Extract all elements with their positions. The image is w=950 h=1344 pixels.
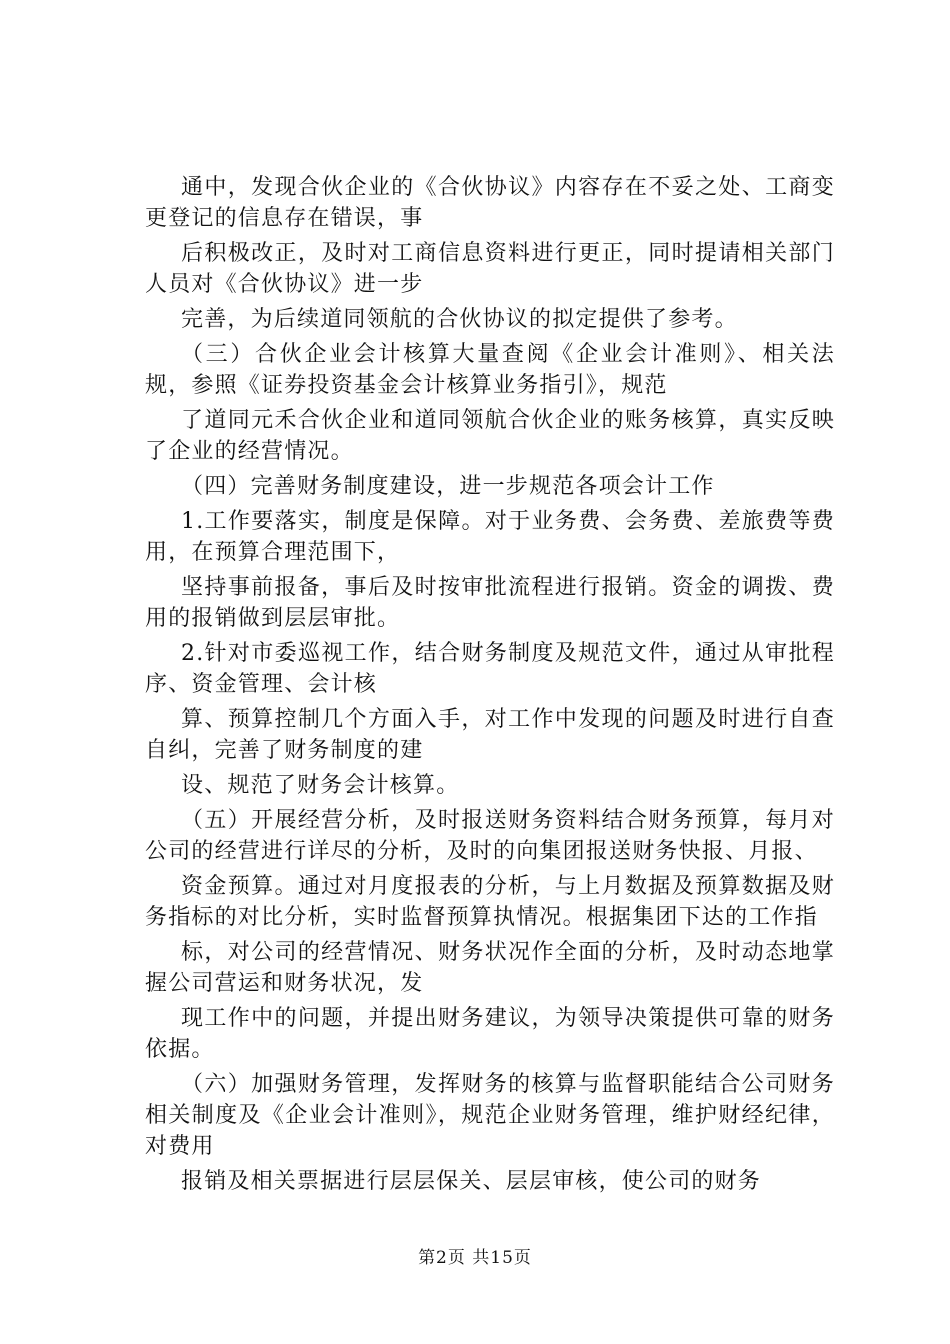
paragraph: 标，对公司的经营情况、财务状况作全面的分析，及时动态地掌握公司营运和财务状况，发	[145, 940, 835, 996]
paragraph: 通中，发现合伙企业的《合伙协议》内容存在不妥之处、工商变更登记的信息存在错误，事	[145, 175, 835, 231]
page-footer	[0, 1243, 950, 1268]
paragraph: 算、预算控制几个方面入手，对工作中发现的问题及时进行自查自纠，完善了财务制度的建	[145, 707, 835, 763]
page-number-label: 第2页 共15页	[418, 1248, 532, 1268]
paragraph: （四）完善财务制度建设，进一步规范各项会计工作	[181, 474, 715, 499]
paragraph: 2.针对市委巡视工作，结合财务制度及规范文件，通过从审批程序、资金管理、会计核	[145, 641, 835, 697]
paragraph: （六）加强财务管理，发挥财务的核算与监督职能结合公司财务相关制度及《企业会计准则》，规范企业财务管理，维护财经纪律，对费用	[145, 1072, 835, 1159]
paragraph: 后积极改正，及时对工商信息资料进行更正，同时提请相关部门人员对《合伙协议》进一步	[145, 241, 835, 297]
paragraph: （三）合伙企业会计核算大量查阅《企业会计准则》、相关法规，参照《证券投资基金会计核算业务指引》，规范	[145, 342, 835, 398]
paragraph: 资金预算。通过对月度报表的分析，与上月数据及预算数据及财务指标的对比分析，实时监督预算执情况。根据集团下达的工作指	[145, 874, 835, 930]
paragraph: 报销及相关票据进行层层保关、层层审核，使公司的财务	[181, 1169, 762, 1194]
paragraph: 坚持事前报备，事后及时按审批流程进行报销。资金的调拨、费用的报销做到层层审批。	[145, 575, 835, 631]
paragraph: 完善，为后续道同领航的合伙协议的拟定提供了参考。	[181, 307, 738, 332]
paragraph: 1.工作要落实，制度是保障。对于业务费、会务费、差旅费等费用，在预算合理范围下，	[145, 509, 835, 565]
paragraph: （五）开展经营分析，及时报送财务资料结合财务预算，每月对公司的经营进行详尽的分析，及时的向集团报送财务快报、月报、	[145, 808, 835, 864]
paragraph: 了道同元禾合伙企业和道同领航合伙企业的账务核算，真实反映了企业的经营情况。	[145, 408, 835, 464]
paragraph: 设、规范了财务会计核算。	[181, 773, 460, 798]
document-body	[145, 172, 835, 1201]
paragraph: 现工作中的问题，并提出财务建议，为领导决策提供可靠的财务依据。	[145, 1006, 835, 1062]
